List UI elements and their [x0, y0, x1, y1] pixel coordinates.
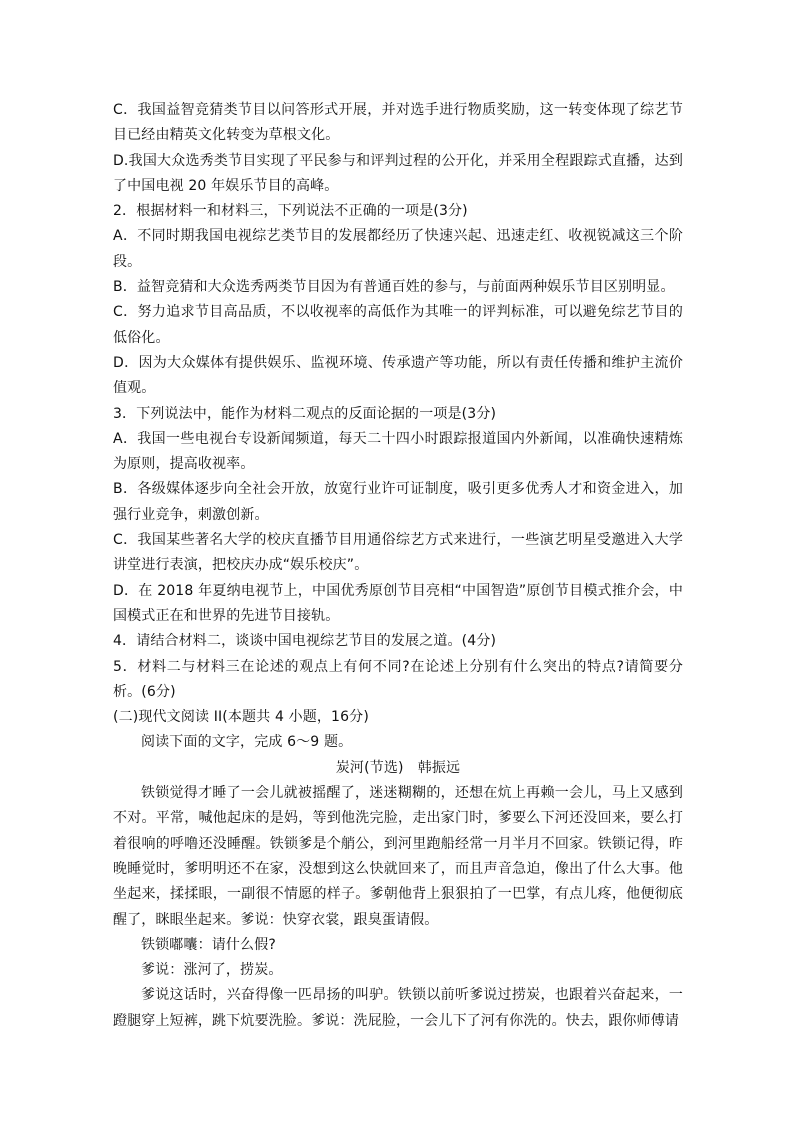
question-5: 5．材料二与材料三在论述的观点上有何不同?在论述上分别有什么突出的特点?请简要分析。(6分): [113, 658, 683, 700]
passage-paragraph: 爹说：涨河了，捞炭。: [141, 962, 283, 979]
instruction: 阅读下面的文字，完成 6～9 题。: [141, 734, 353, 751]
question-3: 3．下列说法中，能作为材料二观点的反面论据的一项是(3分): [113, 405, 497, 422]
d-option-q1: D.我国大众选秀类节目实现了平民参与和评判过程的公开化，并采用全程跟踪式直播，达到了中国电视 20 年娱乐节目的高峰。: [113, 152, 683, 194]
question-4: 4．请结合材料二，谈谈中国电视综艺节目的发展之道。(4分): [113, 633, 497, 650]
section-heading: (二)现代文阅读 II(本题共 4 小题，16分): [113, 709, 369, 726]
b-option-q3: B．各级媒体逐步向全社会开放，放宽行业许可证制度，吸引更多优秀人才和资金进入，加强行业竞争，刺激创新。: [113, 481, 683, 523]
c-option-q1: C．我国益智竞猜类节目以问答形式开展，并对选手进行物质奖励，这一转变体现了综艺节目已经由精英文化转变为草根文化。: [113, 102, 683, 144]
b-option-q2: B．益智竞猜和大众选秀两类节目因为有普通百姓的参与，与前面两种娱乐节目区别明显。: [113, 279, 675, 296]
passage-title: 炭河(节选) 韩振远: [335, 759, 461, 776]
a-option-q2: A．不同时期我国电视综艺类节目的发展都经历了快速兴起、迅速走红、收视锐减这三个阶段。: [113, 228, 683, 270]
d-option-q2: D．因为大众媒体有提供娱乐、监视环境、传承遗产等功能，所以有责任传播和维护主流价值观。: [113, 354, 683, 397]
a-option-q3: A．我国一些电视台专设新闻频道，每天二十四小时跟踪报道国内外新闻，以准确快速精炼为原则，提高收视率。: [113, 430, 683, 473]
question-2: 2．根据材料一和材料三，下列说法不正确的一项是(3分): [113, 203, 468, 220]
passage-paragraph: 铁锁觉得才睡了一会儿就被摇醒了，迷迷糊糊的，还想在炕上再赖一会儿，马上又感到不对。平常，喊他起床的是妈，等到他洗完脸，走出家门时，爹要么下河还没回来，要么打着很响的呼噜还没睡醒。铁锁爹是个艄公，到河里跑船经常一月半月不回家。铁锁记得，昨晚睡觉时，爹明明还不在家，没想到这么快就回来了，而且声音急迫，像出了什么大事。他坐起来，揉揉眼，一副很不情愿的样子。爹朝他背上狠狠拍了一巴掌，有点儿疼，他便彻底醒了，眯眼坐起来。爹说：快穿衣裳，跟臭蛋请假。: [113, 785, 683, 928]
document-body: [113, 98, 683, 1034]
d-option-q3: D．在 2018 年夏纳电视节上，中国优秀原创节目亮相“中国智造”原创节目模式推介会，中国模式正在和世界的先进节目接轨。: [113, 582, 683, 624]
passage-paragraph: 爹说这话时，兴奋得像一匹昂扬的叫驴。铁锁以前听爹说过捞炭，也跟着兴奋起来，一蹬腿穿上短裤，跳下炕要洗脸。爹说：洗屁脸，一会儿下了河有你洗的。快去，跟你师傅请: [113, 987, 683, 1029]
passage-paragraph: 铁锁嘟囔：请什么假?: [141, 936, 276, 953]
c-option-q3: C．我国某些著名大学的校庆直播节目用通俗综艺方式来进行，一些演艺明星受邀进入大学讲堂进行表演，把校庆办成“娱乐校庆”。: [113, 532, 683, 574]
c-option-q2: C．努力追求节目高品质，不以收视率的高低作为其唯一的评判标准，可以避免综艺节目的低俗化。: [113, 304, 683, 346]
